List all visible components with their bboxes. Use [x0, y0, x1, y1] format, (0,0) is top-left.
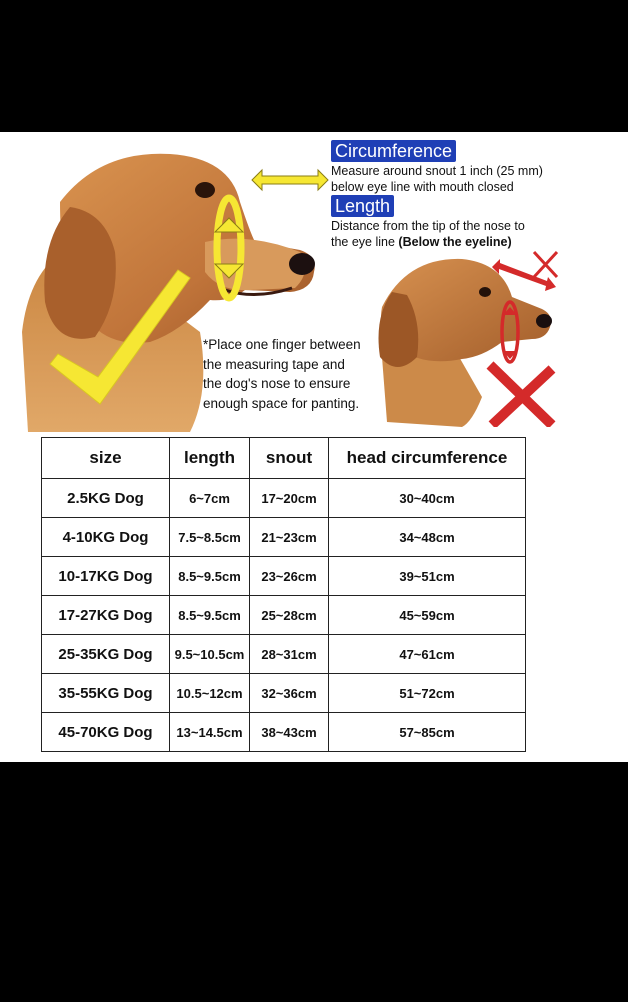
cell-size: 25-35KG Dog	[42, 635, 170, 674]
cell-head-circumference: 30~40cm	[329, 479, 526, 518]
table-row	[42, 674, 526, 713]
note-line-2: the measuring tape and	[203, 356, 345, 372]
length-line-2-bold: (Below the eyeline)	[398, 235, 512, 249]
cell-head-circumference: 39~51cm	[329, 557, 526, 596]
circumference-line-2: below eye line with mouth closed	[331, 180, 514, 194]
small-dog-illustration	[362, 247, 562, 427]
note-line-3: the dog's nose to ensure	[203, 376, 351, 391]
cell-size: 10-17KG Dog	[42, 557, 170, 596]
sizing-guide-panel	[0, 132, 628, 762]
header-head-circumference: head circumference	[329, 438, 526, 479]
cell-size: 2.5KG Dog	[42, 479, 170, 518]
cell-length: 13~14.5cm	[170, 713, 250, 752]
circumference-line-1: Measure around snout 1 inch (25 mm)	[331, 164, 543, 178]
cell-head-circumference: 45~59cm	[329, 596, 526, 635]
cell-size: 4-10KG Dog	[42, 518, 170, 557]
measurement-note	[203, 335, 361, 413]
length-line-2-plain: the eye line	[331, 235, 399, 249]
cell-length: 8.5~9.5cm	[170, 557, 250, 596]
cell-snout: 21~23cm	[250, 518, 329, 557]
cell-length: 10.5~12cm	[170, 674, 250, 713]
table-row	[42, 596, 526, 635]
circumference-title: Circumference	[331, 140, 456, 162]
table-row	[42, 713, 526, 752]
table-row	[42, 635, 526, 674]
cell-length: 9.5~10.5cm	[170, 635, 250, 674]
header-length: length	[170, 438, 250, 479]
cell-snout: 25~28cm	[250, 596, 329, 635]
table-row	[42, 518, 526, 557]
length-title: Length	[331, 195, 394, 217]
note-line-1: *Place one finger between	[203, 337, 361, 352]
header-snout: snout	[250, 438, 329, 479]
table-row	[42, 479, 526, 518]
cell-size: 17-27KG Dog	[42, 596, 170, 635]
table-row	[42, 557, 526, 596]
cell-head-circumference: 47~61cm	[329, 635, 526, 674]
size-table	[41, 437, 526, 752]
cell-snout: 32~36cm	[250, 674, 329, 713]
cell-snout: 17~20cm	[250, 479, 329, 518]
cell-size: 35-55KG Dog	[42, 674, 170, 713]
cell-head-circumference: 51~72cm	[329, 674, 526, 713]
header-size: size	[42, 438, 170, 479]
cell-length: 6~7cm	[170, 479, 250, 518]
note-line-4: enough space for panting.	[203, 395, 360, 411]
cell-length: 7.5~8.5cm	[170, 518, 250, 557]
cell-snout: 38~43cm	[250, 713, 329, 752]
cell-snout: 23~26cm	[250, 557, 329, 596]
table-header-row	[42, 438, 526, 479]
cell-snout: 28~31cm	[250, 635, 329, 674]
cell-head-circumference: 34~48cm	[329, 518, 526, 557]
circumference-block	[331, 140, 543, 195]
length-line-1: Distance from the tip of the nose to	[331, 219, 525, 233]
cell-length: 8.5~9.5cm	[170, 596, 250, 635]
length-block	[331, 195, 525, 250]
cell-size: 45-70KG Dog	[42, 713, 170, 752]
cell-head-circumference: 57~85cm	[329, 713, 526, 752]
